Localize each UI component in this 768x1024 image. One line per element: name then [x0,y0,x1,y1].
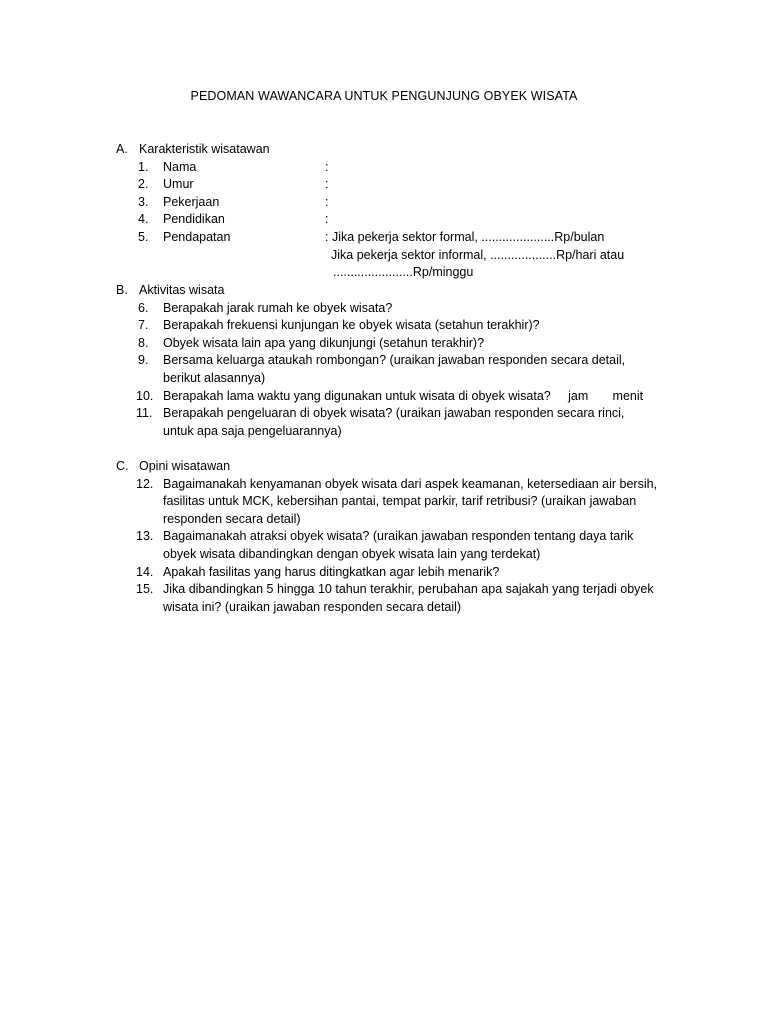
item-number: 11. [136,406,153,421]
income-weekly-line: .......................Rp/minggu [333,265,474,280]
section-c-header [116,458,696,476]
list-item [116,194,696,212]
section-a [116,141,696,282]
item-number: 6. [138,300,149,315]
section-a-letter: A. [116,142,128,156]
field-colon: : [325,177,329,192]
question-text-continued: berikut alasannya) [163,370,266,385]
item-number: 10. [136,388,154,403]
question-text: Bersama keluarga ataukah rombongan? (uraikan jawaban responden secara detail, [163,353,626,368]
section-b-header [116,282,696,300]
question-text: Apakah fasilitas yang harus ditingkatkan agar lebih menarik? [163,564,500,579]
section-c [116,458,696,616]
item-number: 9. [138,353,149,368]
item-number: 8. [138,335,149,350]
question-text: Berapakah lama waktu yang digunakan untuk wisata di obyek wisata? jam menit [163,388,644,403]
list-item-income [116,229,696,282]
section-c-letter: C. [116,459,129,473]
item-number: 14. [136,564,154,579]
field-label-umur: Umur [163,177,194,192]
income-formal-line: : Jika pekerja sektor formal, .....................Rp/bulan [325,229,605,244]
item-number: 7. [138,318,149,333]
question-text-continued: fasilitas untuk MCK, kebersihan pantai, tempat parkir, tarif retribusi? (uraikan jawaban [163,494,637,509]
item-number: 12. [136,476,154,491]
list-item [116,581,696,616]
section-a-header [116,141,696,159]
question-text: Berapakah pengeluaran di obyek wisata? (uraikan jawaban responden secara rinci, [163,406,625,421]
question-text: Bagaimanakah kenyamanan obyek wisata dari aspek keamanan, ketersediaan air bersih, [163,476,658,491]
item-number: 3. [138,194,149,209]
item-number: 1. [138,159,149,174]
list-item [116,476,696,529]
list-item [116,300,696,318]
list-item [116,317,696,335]
section-b-letter: B. [116,283,128,297]
list-item [116,564,696,582]
question-text-continued: untuk apa saja pengeluarannya) [163,423,342,438]
document-title: PEDOMAN WAWANCARA UNTUK PENGUNJUNG OBYEK WISATA [190,89,578,103]
section-a-title: Karakteristik wisatawan [139,142,270,156]
section-b [116,282,696,440]
question-text-continued: obyek wisata dibandingkan dengan obyek wisata lain yang terdekat) [163,546,541,561]
field-colon: : [325,159,329,174]
question-text-continued: wisata ini? (uraikan jawaban responden secara detail) [163,599,462,614]
field-colon: : [325,194,329,209]
item-number: 13. [136,529,154,544]
field-label-nama: Nama [163,159,197,174]
item-number: 5. [138,229,149,244]
list-item [116,211,696,229]
list-item [116,405,696,440]
question-text: Berapakah jarak rumah ke obyek wisata? [163,300,393,315]
field-label-pekerjaan: Pekerjaan [163,194,220,209]
list-item [116,352,696,387]
question-text: Berapakah frekuensi kunjungan ke obyek wisata (setahun terakhir)? [163,318,540,333]
question-text: Jika dibandingkan 5 hingga 10 tahun terakhir, perubahan apa sajakah yang terjadi obyek [163,582,654,597]
field-label-pendidikan: Pendidikan [163,212,225,227]
item-number: 15. [136,582,154,597]
question-text-continued: responden secara detail) [163,511,301,526]
list-item [116,159,696,177]
section-c-title: Opini wisatawan [139,459,231,473]
field-colon: : [325,212,329,227]
item-number: 2. [138,177,149,192]
list-item [116,335,696,353]
section-b-title: Aktivitas wisata [139,283,225,297]
list-item [116,528,696,563]
item-number: 4. [138,212,149,227]
list-item [116,388,696,406]
question-text: Bagaimanakah atraksi obyek wisata? (uraikan jawaban responden tentang daya tarik [163,529,634,544]
list-item [116,176,696,194]
question-text: Obyek wisata lain apa yang dikunjungi (setahun terakhir)? [163,335,485,350]
income-informal-line: Jika pekerja sektor informal, ...................Rp/hari atau [331,247,625,262]
field-label-pendapatan: Pendapatan [163,229,231,244]
